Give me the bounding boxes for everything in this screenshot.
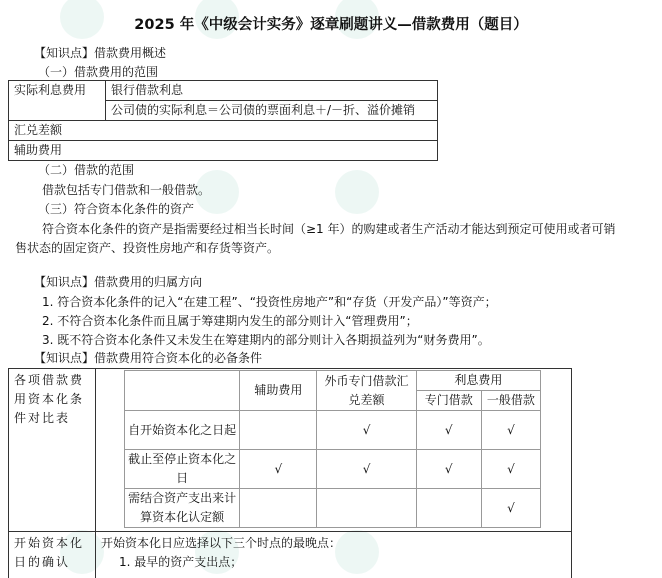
paragraph: 开始资本化日应选择以下三个时点的最晚点： (101, 536, 342, 550)
subheading: （一）借款费用的范围 (38, 65, 159, 79)
header-cell: 辅助费用 (240, 371, 317, 411)
list-item: 1. 符合资本化条件的记入“在建工程”、“投资性房地产”和“存货（开发产品）”等资产； (42, 295, 497, 309)
check-cell (240, 489, 317, 528)
table-cell: 公司债的实际利息＝公司债的票面利息＋/－折、溢价摊销 (106, 101, 438, 121)
row-label: 自开始资本化之日起 (125, 411, 240, 450)
table-row (125, 450, 541, 489)
check-cell: √ (317, 450, 416, 489)
table-cell: 银行借款利息 (106, 81, 438, 101)
table-cell: 辅助费用 (9, 141, 438, 161)
check-cell: √ (481, 489, 540, 528)
section-heading: 【知识点】借款费用概述 (34, 46, 167, 60)
row-label: 截止至停止资本化之日 (125, 450, 240, 489)
borrowing-cost-scope-table (8, 80, 438, 161)
page-title: 2025 年《中级会计实务》逐章刷题讲义—借款费用（题目） (134, 17, 528, 33)
table-cell: 开始资本化日的确认 (9, 532, 96, 578)
paragraph: 借款包括专门借款和一般借款。 (42, 183, 211, 197)
subheading: （三）符合资本化条件的资产 (38, 202, 195, 216)
table-cell: 各项借款费用资本化条件对比表 (9, 369, 96, 532)
check-cell: √ (317, 411, 416, 450)
check-cell: √ (240, 450, 317, 489)
header-cell: 利息费用 (416, 371, 540, 391)
section-heading: 【知识点】借款费用的归属方向 (34, 275, 203, 289)
paragraph: 符合资本化条件的资产是指需要经过相当长时间（≥1 年）的购建或者生产活动才能达到预定可使用或者可销 (42, 222, 616, 236)
check-cell: √ (416, 411, 481, 450)
list-item: 1. 最早的资产支出点； (119, 555, 243, 569)
subheading: （二）借款的范围 (38, 163, 135, 177)
check-cell (416, 489, 481, 528)
table-row (125, 411, 541, 450)
table-cell: 汇兑差额 (9, 121, 438, 141)
table-cell (125, 371, 240, 411)
table-row (125, 489, 541, 528)
header-cell: 外币专门借款汇兑差额 (317, 371, 416, 411)
capitalization-conditions-table (8, 368, 572, 578)
list-item: 3. 既不符合资本化条件又未发生在筹建期内的部分则计入各期损益列为“财务费用”。 (42, 333, 490, 347)
section-heading: 【知识点】借款费用符合资本化的必备条件 (34, 351, 263, 365)
header-cell: 专门借款 (416, 391, 481, 411)
check-cell (317, 489, 416, 528)
paragraph: 售状态的固定资产、投资性房地产和存货等资产。 (15, 241, 280, 255)
table-cell: 实际利息费用 (9, 81, 106, 121)
row-label: 需结合资产支出来计算资本化认定额 (125, 489, 240, 528)
check-cell: √ (481, 411, 540, 450)
check-cell (240, 411, 317, 450)
list-item: 2. 不符合资本化条件而且属于筹建期内发生的部分则计入“管理费用”； (42, 314, 418, 328)
header-cell: 一般借款 (481, 391, 540, 411)
watermark-logo-icon (335, 170, 379, 214)
check-cell: √ (481, 450, 540, 489)
comparison-table (124, 370, 541, 528)
check-cell: √ (416, 450, 481, 489)
